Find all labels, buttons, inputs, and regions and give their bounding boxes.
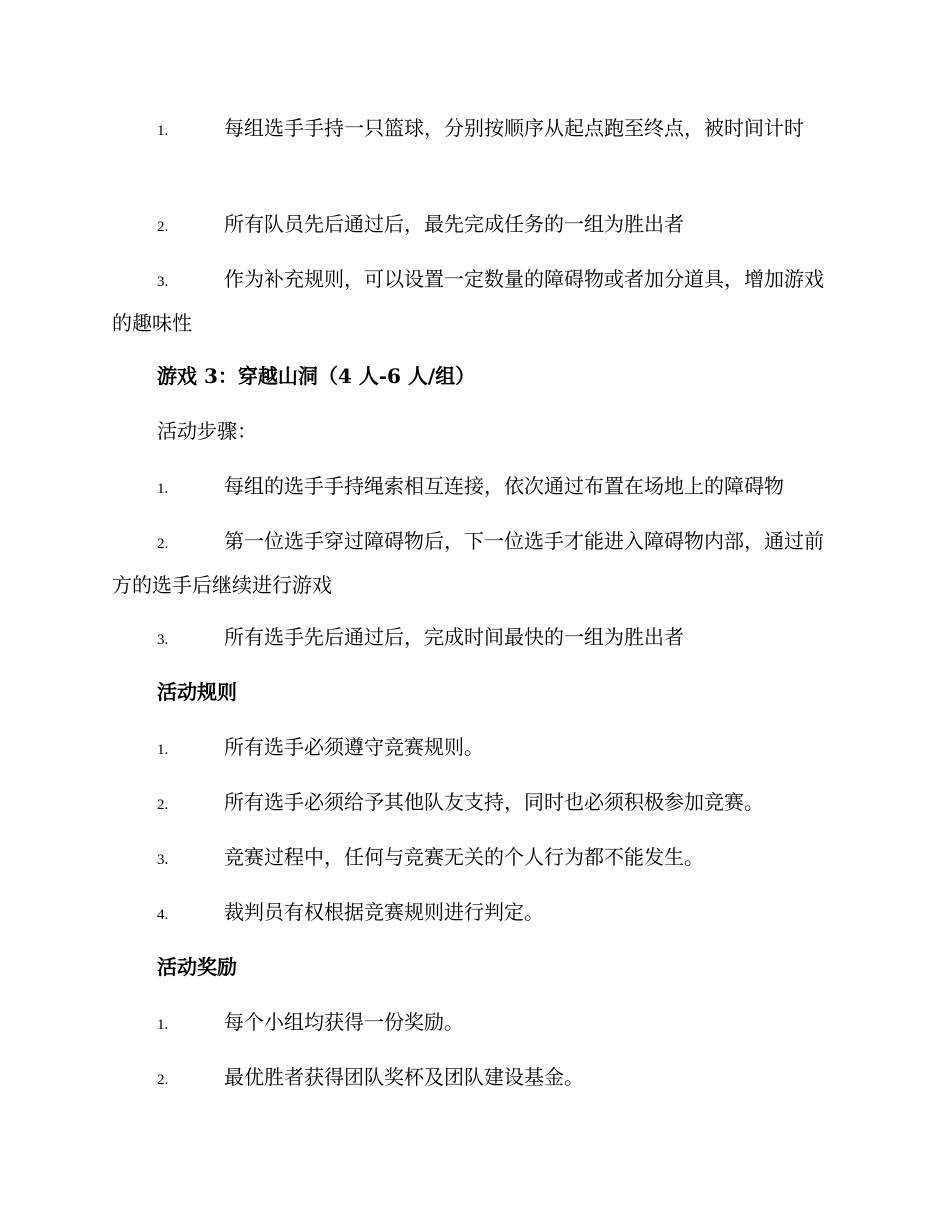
list-number: 1. xyxy=(157,742,169,758)
section-heading: 游戏 3：穿越山洞（4 人-6 人/组） xyxy=(157,364,476,388)
list-number: 4. xyxy=(157,907,169,923)
list-item xyxy=(112,837,834,881)
list-number: 3. xyxy=(157,852,169,868)
list-item xyxy=(112,727,834,771)
list-item xyxy=(112,617,834,661)
list-item xyxy=(112,259,834,344)
list-text: 竞赛过程中，任何与竞赛无关的个人行为都不能发生。 xyxy=(224,845,704,869)
list-item xyxy=(112,782,834,826)
list-number: 2. xyxy=(157,219,169,235)
section-heading: 活动奖励 xyxy=(157,955,237,979)
list-text: 每组的选手手持绳索相互连接，依次通过布置在场地上的障碍物 xyxy=(224,474,784,498)
list-number: 1. xyxy=(157,1017,169,1033)
list-text: 每组选手手持一只篮球，分别按顺序从起点跑至终点，被时间计时 xyxy=(224,116,804,140)
list-number: 3. xyxy=(157,274,169,290)
list-text: 第一位选手穿过障碍物后，下一位选手才能进入障碍物内部，通过前方的选手后继续进行游戏 xyxy=(112,529,824,597)
list-text: 所有队员先后通过后，最先完成任务的一组为胜出者 xyxy=(224,212,684,236)
list-text: 所有选手必须给予其他队友支持，同时也必须积极参加竞赛。 xyxy=(224,790,764,814)
list-text: 裁判员有权根据竞赛规则进行判定。 xyxy=(224,900,544,924)
list-item xyxy=(112,108,834,152)
list-item xyxy=(112,466,834,510)
list-number: 2. xyxy=(157,1072,169,1088)
list-number: 1. xyxy=(157,123,169,139)
list-item xyxy=(112,204,834,248)
list-text: 最优胜者获得团队奖杯及团队建设基金。 xyxy=(224,1065,584,1089)
list-number: 2. xyxy=(157,536,169,552)
list-text: 所有选手必须遵守竞赛规则。 xyxy=(224,735,484,759)
list-item xyxy=(112,1002,834,1046)
list-text: 每个小组均获得一份奖励。 xyxy=(224,1010,464,1034)
list-item xyxy=(112,521,834,606)
list-number: 3. xyxy=(157,632,169,648)
list-text: 所有选手先后通过后，完成时间最快的一组为胜出者 xyxy=(224,625,684,649)
steps-label: 活动步骤： xyxy=(157,419,257,443)
section-heading: 活动规则 xyxy=(157,680,237,704)
list-item xyxy=(112,892,834,936)
list-number: 1. xyxy=(157,481,169,497)
list-item xyxy=(112,1057,834,1101)
list-text: 作为补充规则，可以设置一定数量的障碍物或者加分道具，增加游戏的趣味性 xyxy=(112,267,824,335)
list-number: 2. xyxy=(157,797,169,813)
